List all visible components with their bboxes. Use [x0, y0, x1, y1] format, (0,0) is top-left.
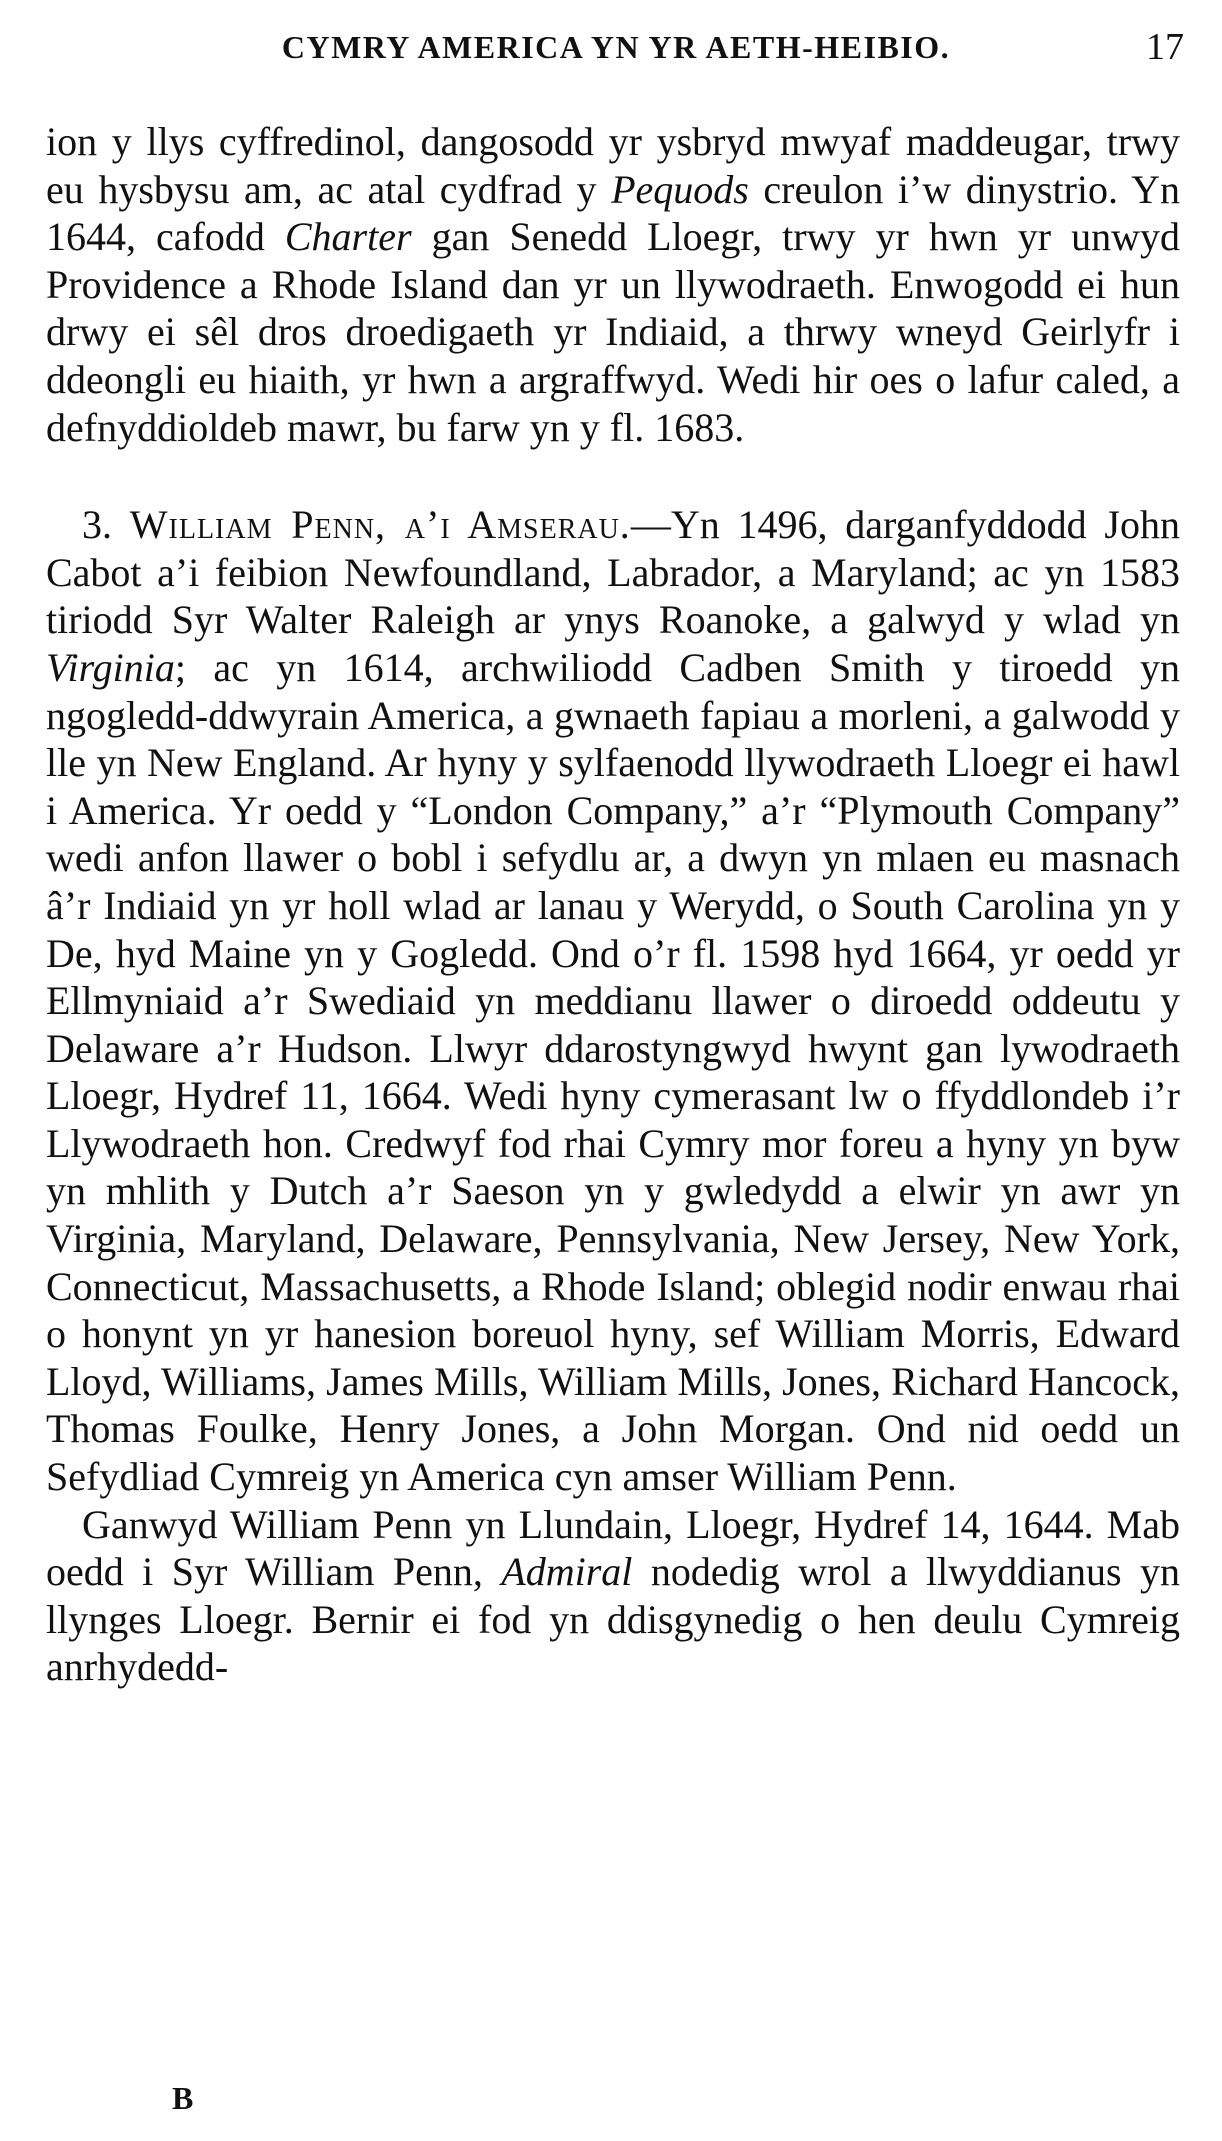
paragraph-1-italic-1: Pequods — [611, 166, 749, 212]
page-header — [48, 22, 1184, 72]
paragraph-3-text-2: nodedig wrol a llwyddianus yn llynges Lloegr. Bernir ei fod yn ddisgynedig o hen deulu Cymreig anrhydedd- — [46, 1549, 1180, 1690]
paragraph-2 — [46, 501, 1180, 1500]
paragraph-3-text-1: Ganwyd William Penn yn Llundain, Lloegr, Hydref 14, 1644. Mab oedd i Syr William Penn, — [46, 1501, 1180, 1595]
paragraph-2-text-1: —Yn 1496, darganfyddodd John Cabot a’i feibion Newfoundland, Labrador, a Maryland; ac yn 1583 tiriodd Syr Walter Raleigh ar ynys Roanoke, a galwyd y wlad yn — [46, 502, 1180, 643]
section-number: 3. — [82, 502, 112, 548]
paragraph-1 — [46, 118, 1180, 451]
section-heading: William Penn, a’i Amserau. — [129, 502, 631, 548]
running-head: CYMRY AMERICA YN YR AETH-HEIBIO. — [281, 28, 951, 65]
paragraph-3-italic-1: Admiral — [501, 1549, 633, 1595]
body-text — [46, 118, 1180, 1691]
paragraph-1-text-2: creulon i’w dinystrio. Yn 1644, cafodd — [46, 166, 1180, 260]
paragraph-2-text-2: ; ac yn 1614, archwiliodd Cadben Smith y tiroedd yn ngogledd-ddwyrain America, a gwnaeth fapiau a morleni, a galwodd y lle yn New England. Ar hyny y sylfaenodd llywodraeth Lloegr ei hawl i America. Yr oedd y “London Company,” a’r “Plymouth Company” wedi anfon llawer o bobl i sefydlu ar, a dwyn yn mlaen eu masnach â’r Indiaid yn yr holl wlad ar lanau y Werydd, o South Carolina yn y De, hyd Maine yn y Gogledd. Ond o’r fl. 1598 hyd 1664, yr oedd yr Ellmyniaid a’r Swediaid yn meddianu llawer o diroedd oddeutu y Delaware a’r Hudson. Llwyr ddarostyngwyd hwynt gan lywodraeth Lloegr, Hydref 11, 1664. Wedi hyny cymerasant lw o ffyddlondeb i’r Llywodraeth hon. Credwyf fod rhai Cymry mor foreu a hyny yn byw yn mhlith y Dutch a’r Saeson yn y gwledydd a elwir yn awr yn Virginia, Maryland, Delaware, Pennsylvania, New Jersey, New York, Connecticut, Massachusetts, a Rhode Island; oblegid nodir enwau rhai o honynt yn yr hanesion boreuol hyny, sef William Morris, Edward Lloyd, Williams, James Mills, William Mills, Jones, Richard Hancock, Thomas Foulke, Henry Jones, a John Morgan. Ond nid oedd un Sefydliad Cymreig yn America cyn amser William Penn. — [46, 644, 1180, 1500]
signature-mark: B — [172, 2080, 194, 2116]
page-number: 17 — [1146, 26, 1184, 68]
paragraph-3 — [46, 1501, 1180, 1691]
paragraph-1-text-3: gan Senedd Lloegr, trwy yr hwn yr unwyd Providence a Rhode Island dan yr un llywodraeth. Enwogodd ei hun drwy ei sêl dros droedigaeth yr Indiaid, a thrwy wneyd Geirlyfr i ddeongli eu hiaith, yr hwn a argraffwyd. Wedi hir oes o lafur caled, a defnyddioldeb mawr, bu farw yn y fl. 1683. — [46, 214, 1180, 450]
paragraph-2-italic-1: Virginia — [46, 644, 175, 690]
paragraph-1-italic-2: Charter — [284, 214, 412, 260]
paragraph-1-text-1: ion y llys cyffredinol, dangosodd yr ysbryd mwyaf maddeugar, trwy eu hysbysu am, ac atal cydfrad y — [46, 119, 1180, 212]
